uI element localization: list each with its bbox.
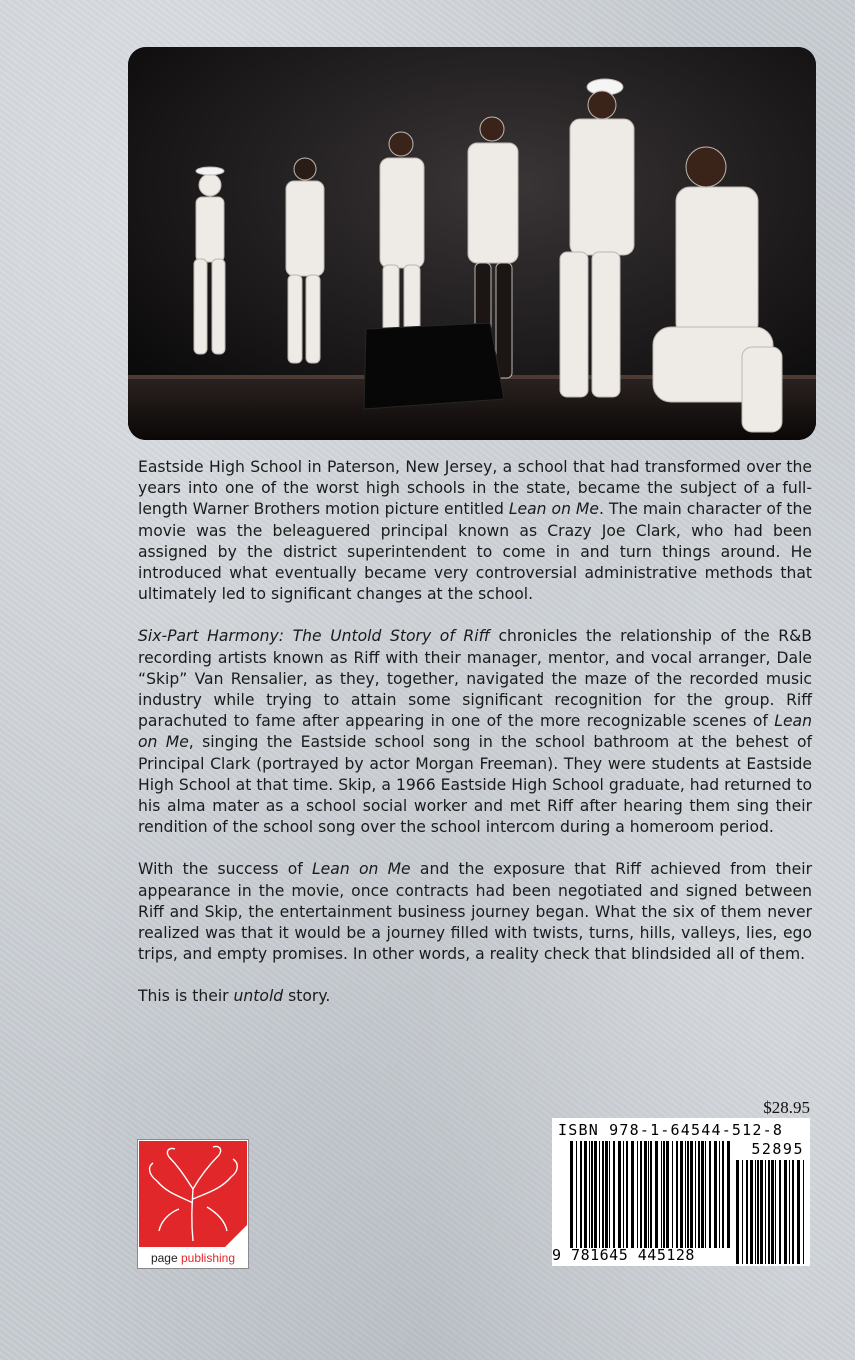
barcode-bar <box>599 1141 600 1248</box>
barcode-bar <box>580 1141 582 1248</box>
italic-title-run: Lean on Me <box>138 712 812 752</box>
barcode-bar <box>672 1141 673 1248</box>
barcode-bar <box>690 1141 693 1248</box>
barcode-bar <box>742 1160 743 1264</box>
barcode-bar <box>618 1141 621 1248</box>
barcode-bar <box>736 1160 739 1264</box>
barcode-bar <box>701 1141 704 1248</box>
barcode-bar <box>784 1160 787 1264</box>
barcode-bar <box>637 1141 638 1248</box>
barcode-bar <box>648 1141 649 1248</box>
publisher-name-publishing: publishing <box>180 1251 236 1265</box>
barcode-bar <box>709 1141 711 1248</box>
text-run: Eastside High School in Paterson, New Jersey, a school that had transformed over the years into one of the worst high schools in the state, became the subject of a full-length Warner Brothers motion picture entitled <box>138 458 812 519</box>
blurb-paragraph-2 <box>138 626 812 838</box>
publisher-name-page: page <box>150 1251 181 1265</box>
barcode-bar <box>589 1141 590 1248</box>
publisher-logo <box>137 1139 249 1269</box>
text-run: and the exposure that Riff achieved from their appearance in the movie, once contracts had been negotiated and signed between Riff and Skip, the entertainment business journey began. What the six of them never realized was that it would be a journey filled with twists, turns, hills, valleys, lies, ego trips, and empty promises. In other words, a reality check that blindsided all of them. <box>138 860 812 964</box>
tree-icon <box>139 1141 247 1247</box>
italic-title-run: Lean on Me <box>508 500 599 519</box>
barcode-bar <box>680 1141 683 1248</box>
barcode-bar <box>594 1141 597 1248</box>
isbn-barcode <box>552 1118 810 1266</box>
barcode-bar <box>746 1160 748 1264</box>
barcode-bar <box>666 1141 669 1248</box>
blurb-paragraph-4 <box>138 986 812 1007</box>
italic-title-run: Lean on Me <box>311 860 411 879</box>
barcode-bar <box>631 1141 634 1248</box>
blurb-paragraph-1 <box>138 457 812 605</box>
barcode-bar <box>695 1141 696 1248</box>
price-label: $28.95 <box>763 1098 810 1117</box>
text-run: This is their <box>138 987 234 1006</box>
barcode-bar <box>698 1141 700 1248</box>
text-run: chronicles the relationship of the R&B recording artists known as Riff with their manager, mentor, and vocal arranger, Dale “Skip” Van Rensalier, as they, together, navigated the maze of the recorded music industry while trying to attain some significant recognition for the group. Riff parachuted to fame after appearing in one of the more recognizable scenes of <box>138 627 812 731</box>
barcode-bar <box>609 1141 610 1248</box>
price-code: 52895 <box>751 1140 804 1158</box>
text-run: story. <box>283 987 331 1006</box>
barcode-bar <box>789 1160 790 1264</box>
barcode-bar <box>765 1160 766 1264</box>
italic-title-run: Six-Part Harmony: The Untold Story of Riff <box>138 627 490 646</box>
barcode-bar <box>613 1141 615 1248</box>
text-run: , singing the Eastside school song in the school bathroom at the behest of Principal Clark (portrayed by actor Morgan Freeman). They were students at Eastside High School at that time. Skip, a 1966 Eastside High School graduate, had returned to his alma mater as a school social worker and met Riff after hearing them sing their rendition of the school song over the school intercom during a homeroom period. <box>138 733 812 837</box>
text-run: . The main character of the movie was the beleaguered principal known as Crazy Joe Clark, who had been assigned by the district superintendent to come in and turn things around. He introduced what eventually became very controversial administrative methods that ultimately led to significant changes at the school. <box>138 500 812 604</box>
back-cover-blurb <box>138 457 812 1029</box>
barcode-bar <box>676 1141 678 1248</box>
ean-bars <box>570 1141 732 1248</box>
cover-photo-performers <box>128 47 816 440</box>
barcode-bar <box>640 1141 642 1248</box>
barcode-bar <box>650 1141 652 1248</box>
barcode-bar <box>768 1160 770 1264</box>
barcode-bar <box>757 1160 759 1264</box>
barcode-bar <box>655 1141 658 1248</box>
blurb-paragraph-3 <box>138 859 812 965</box>
publisher-name <box>138 1251 248 1265</box>
barcode-bar <box>685 1141 686 1248</box>
barcode-bar <box>714 1141 717 1248</box>
italic-title-run: untold <box>233 987 284 1006</box>
barcode-bar <box>584 1141 587 1248</box>
ean-digits: 9 781645 445128 <box>552 1246 695 1264</box>
barcode-bar <box>623 1141 624 1248</box>
barcode-bar <box>750 1160 753 1264</box>
price-bars <box>736 1160 804 1264</box>
barcode-bar <box>803 1160 804 1264</box>
barcode-bar <box>722 1141 724 1248</box>
barcode-bar <box>663 1141 665 1248</box>
barcode-bar <box>771 1160 774 1264</box>
barcode-bar <box>775 1160 776 1264</box>
barcode-bar <box>727 1141 730 1248</box>
barcode-bar <box>626 1141 628 1248</box>
barcode-bar <box>719 1141 720 1248</box>
barcode-bar <box>602 1141 604 1248</box>
barcode-bar <box>661 1141 662 1248</box>
barcode-bar <box>605 1141 608 1248</box>
barcode-bar <box>644 1141 647 1248</box>
barcode-bar <box>570 1141 573 1248</box>
barcode-bar <box>755 1160 756 1264</box>
barcode-bar <box>576 1141 577 1248</box>
barcode-bar <box>705 1141 706 1248</box>
barcode-bar <box>591 1141 593 1248</box>
text-run: With the success of <box>138 860 312 879</box>
isbn-label: ISBN 978-1-64544-512-8 <box>558 1121 784 1139</box>
barcode-bar <box>779 1160 781 1264</box>
barcode-bar <box>760 1160 763 1264</box>
barcode-bar <box>797 1160 800 1264</box>
barcode-bar <box>687 1141 689 1248</box>
barcode-bar <box>792 1160 794 1264</box>
